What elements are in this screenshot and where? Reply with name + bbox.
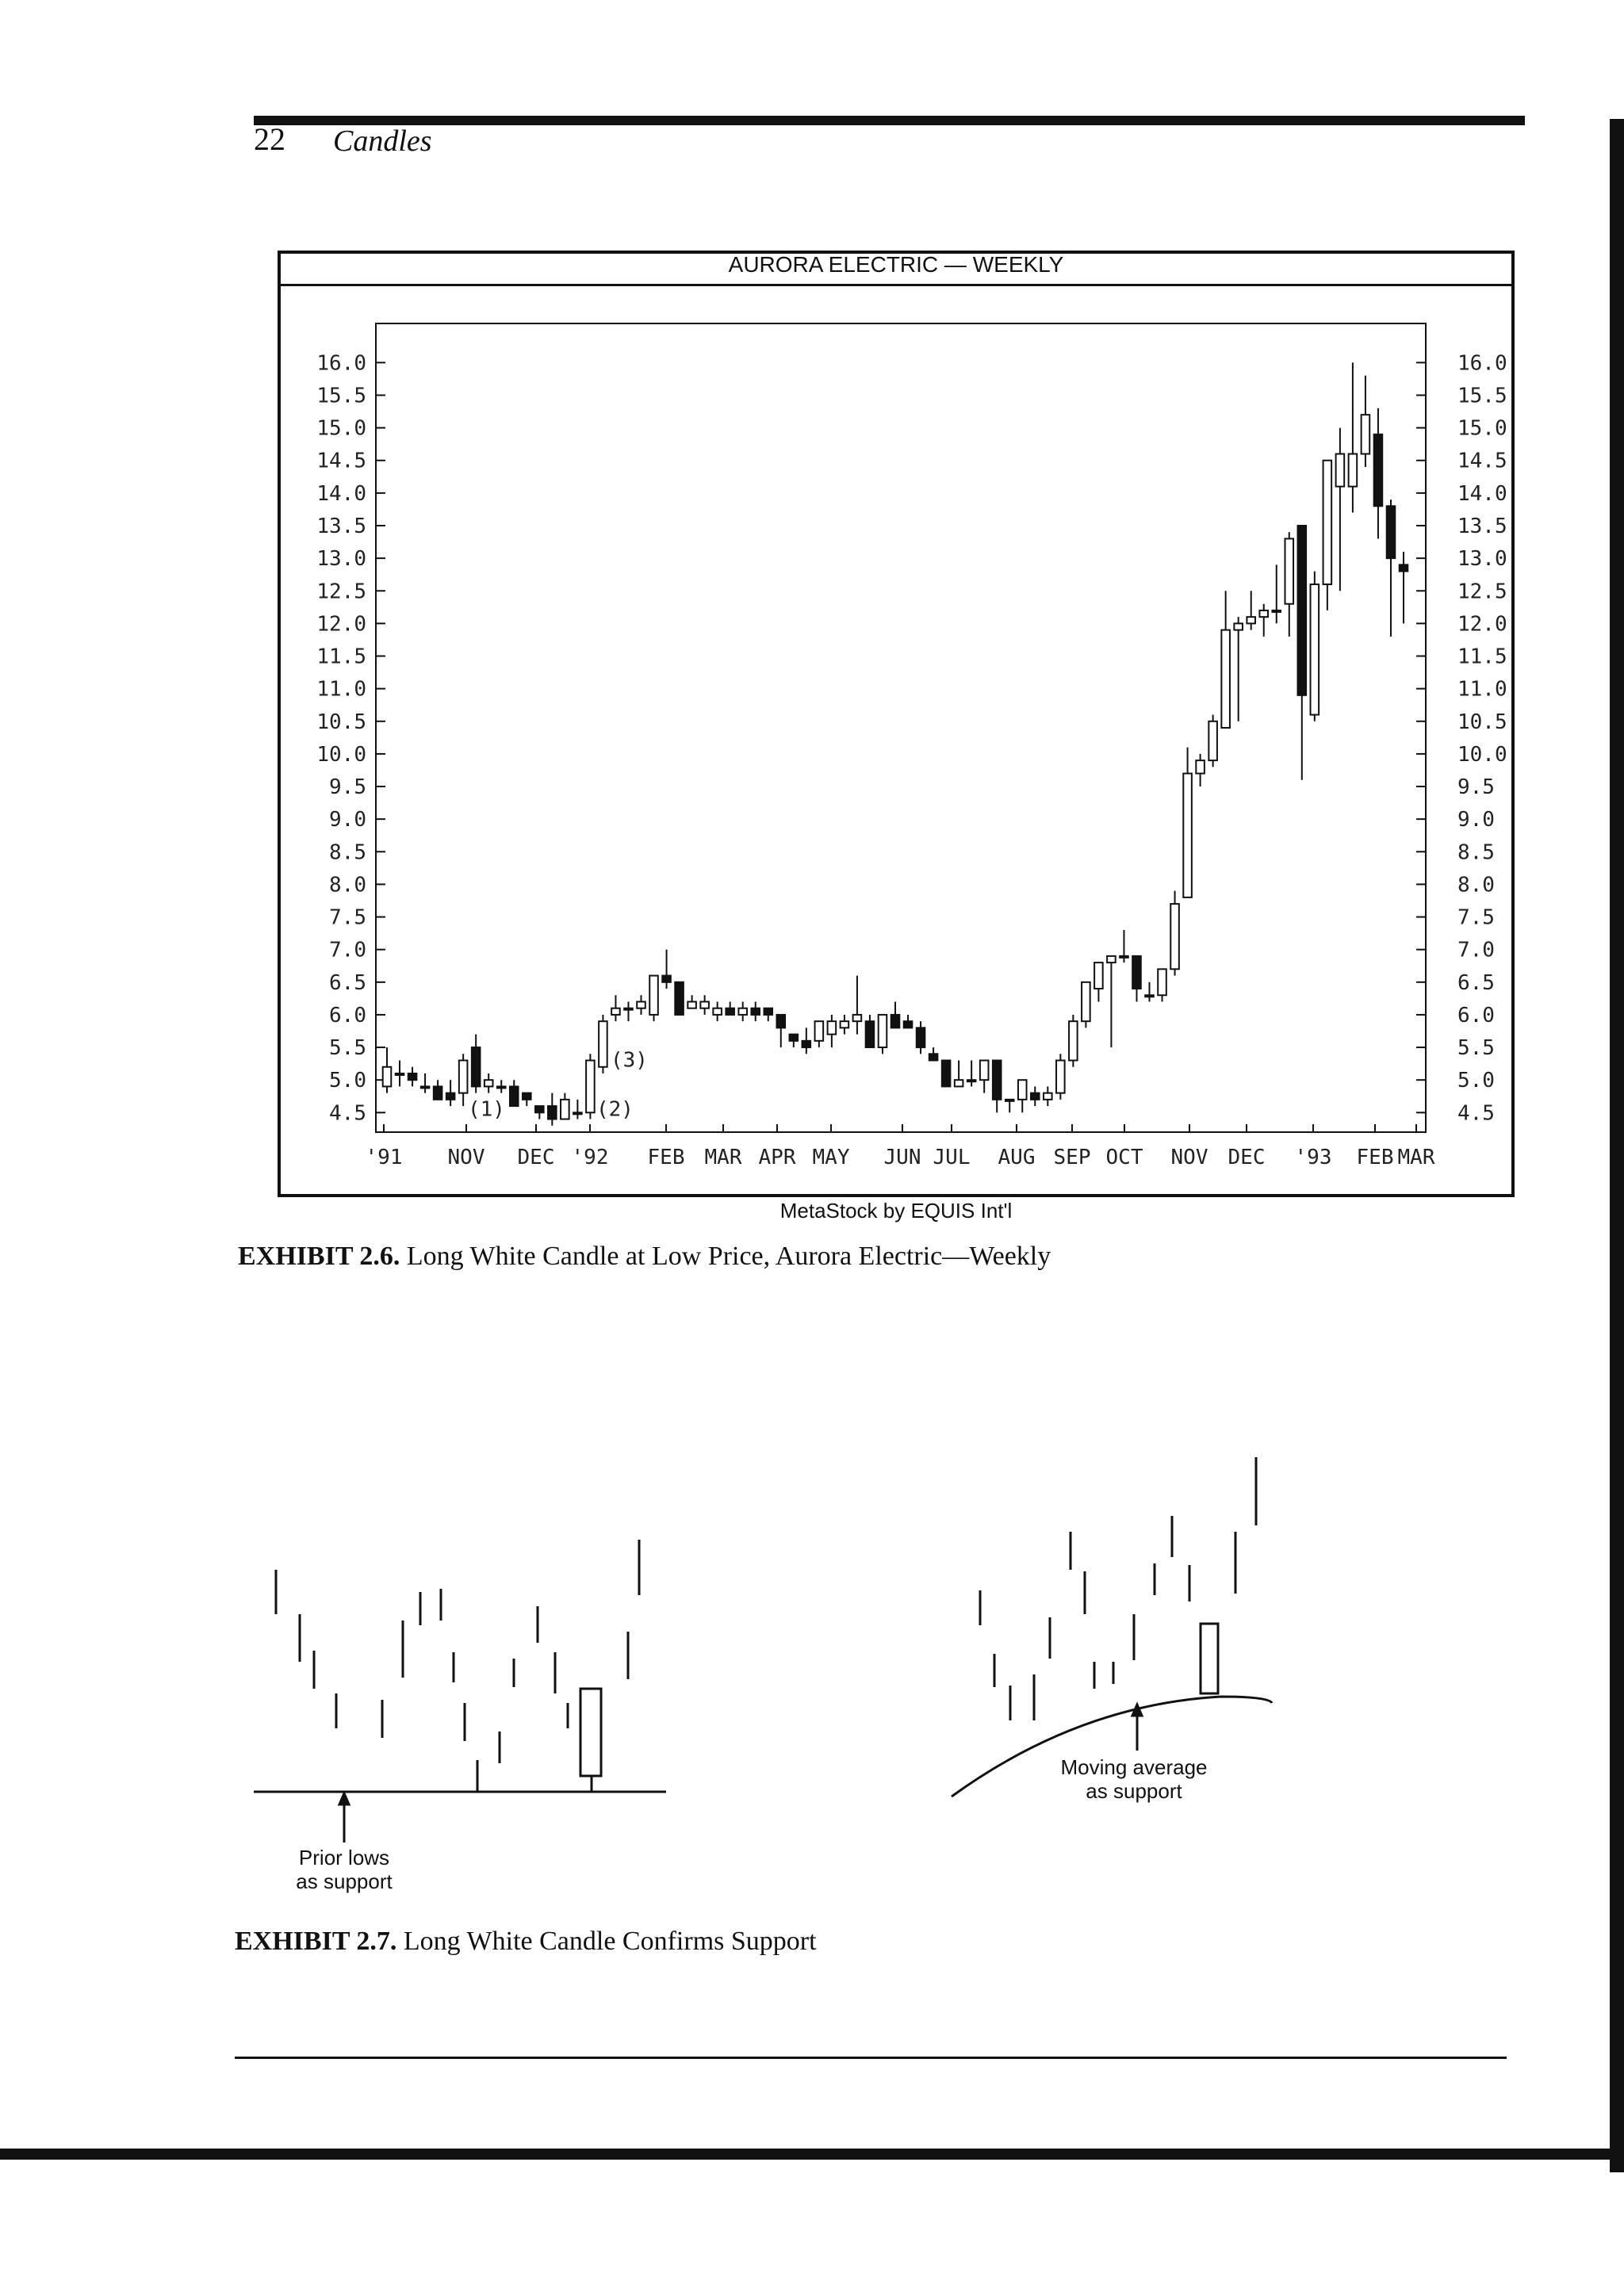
x-tick-label: AUG: [998, 1146, 1036, 1169]
prior-lows-label: Prior lows as support: [296, 1846, 393, 1893]
y-tick-label-right: 10.5: [1457, 710, 1507, 734]
x-tick-label: '92: [571, 1146, 609, 1169]
y-tick-label-left: 5.0: [329, 1069, 366, 1093]
y-tick-label-left: 8.5: [329, 840, 366, 865]
y-tick-label-right: 7.0: [1457, 938, 1495, 962]
candle-black: [866, 1021, 875, 1047]
candle-black: [993, 1061, 1002, 1100]
x-tick-label: FEB: [647, 1146, 685, 1169]
y-tick-label-right: 15.5: [1457, 384, 1507, 408]
y-tick-label-left: 11.5: [316, 645, 366, 669]
candle-white: [1005, 1100, 1014, 1101]
candle-black: [751, 1008, 760, 1015]
candle-white: [1336, 454, 1345, 487]
candle-white: [1234, 623, 1243, 629]
y-tick-label-left: 10.5: [316, 710, 366, 734]
y-tick-label-left: 12.0: [316, 612, 366, 637]
candle-white: [1145, 995, 1154, 997]
candle-black: [726, 1008, 734, 1015]
y-tick-label-right: 12.5: [1457, 580, 1507, 604]
candle-white: [1044, 1093, 1052, 1100]
candle-white: [561, 1100, 569, 1119]
candle-white: [713, 1008, 722, 1015]
candle-black: [1298, 526, 1307, 695]
candle-white: [815, 1021, 824, 1041]
candle-black: [510, 1086, 519, 1106]
y-tick-label-right: 10.0: [1457, 742, 1507, 767]
support-diagram: [0, 1427, 1624, 1903]
candle-white: [738, 1008, 747, 1015]
y-tick-label-right: 7.5: [1457, 905, 1495, 930]
candle-white: [853, 1015, 862, 1021]
y-tick-label-left: 5.5: [329, 1036, 366, 1061]
candle-white: [688, 1001, 696, 1008]
y-tick-label-left: 12.5: [316, 580, 366, 604]
chart-credit: MetaStock by EQUIS Int'l: [779, 1199, 1013, 1223]
candle-white: [700, 1001, 709, 1008]
white-candle: [580, 1689, 601, 1776]
caption-label: EXHIBIT 2.7.: [235, 1927, 397, 1956]
y-tick-label-left: 4.5: [329, 1101, 366, 1126]
y-tick-label-right: 15.0: [1457, 416, 1507, 441]
annotation-label: (1): [468, 1097, 505, 1122]
y-tick-label-right: 14.5: [1457, 449, 1507, 473]
arrow-head: [339, 1793, 349, 1804]
candle-white: [459, 1061, 468, 1093]
y-tick-label-right: 9.0: [1457, 808, 1495, 832]
x-tick-label: JUL: [933, 1146, 971, 1169]
caption-label: EXHIBIT 2.6.: [238, 1242, 400, 1271]
candle-white: [1362, 415, 1370, 453]
candle-black: [929, 1054, 938, 1060]
candle-black: [446, 1093, 455, 1100]
candle-white: [1196, 760, 1205, 773]
y-tick-label-left: 8.0: [329, 873, 366, 897]
y-tick-label-left: 15.0: [316, 416, 366, 441]
candle-black: [1387, 506, 1396, 558]
candle-black: [790, 1035, 799, 1041]
candle-white: [1259, 610, 1268, 617]
candle-white: [1069, 1021, 1078, 1060]
x-tick-label: APR: [758, 1146, 796, 1169]
candle-black: [1132, 956, 1141, 989]
x-tick-label: SEP: [1053, 1146, 1091, 1169]
candle-white: [573, 1112, 582, 1114]
candle-white: [611, 1008, 620, 1015]
caption-text: Long White Candle Confirms Support: [403, 1927, 817, 1956]
x-tick-label: '93: [1294, 1146, 1332, 1169]
y-tick-label-left: 9.0: [329, 808, 366, 832]
candle-black: [535, 1106, 544, 1112]
annotation-label: (3): [611, 1048, 648, 1073]
bottom-rule: [235, 2057, 1507, 2059]
y-tick-label-right: 4.5: [1457, 1101, 1495, 1126]
x-tick-label: MAR: [1397, 1146, 1435, 1169]
y-tick-label-left: 6.5: [329, 970, 366, 995]
candle-white: [1170, 904, 1179, 969]
x-tick-label: MAY: [812, 1146, 850, 1169]
candle-white: [1285, 538, 1293, 603]
arrow-head: [1132, 1705, 1142, 1716]
candle-white: [1247, 617, 1255, 623]
y-tick-label-right: 16.0: [1457, 351, 1507, 376]
candle-white: [383, 1067, 392, 1087]
y-tick-label-left: 10.0: [316, 742, 366, 767]
y-tick-label-left: 14.0: [316, 481, 366, 506]
page-number: 22: [254, 121, 285, 157]
y-tick-label-left: 7.5: [329, 905, 366, 930]
x-tick-label: DEC: [517, 1146, 555, 1169]
running-title: Candles: [333, 124, 432, 158]
candle-white: [485, 1080, 493, 1086]
candle-white: [421, 1086, 430, 1088]
candle-white: [1120, 956, 1128, 958]
candle-white: [841, 1021, 849, 1027]
y-tick-label-right: 12.0: [1457, 612, 1507, 637]
candle-white: [1272, 610, 1281, 612]
y-tick-label-left: 11.0: [316, 677, 366, 702]
y-tick-label-left: 6.0: [329, 1003, 366, 1027]
candle-white: [967, 1080, 976, 1081]
caption-exhibit-2-6: [238, 1242, 1051, 1272]
candle-white: [980, 1061, 989, 1081]
candle-black: [434, 1086, 442, 1099]
y-tick-label-right: 11.5: [1457, 645, 1507, 669]
scan-edge-right: [1610, 119, 1624, 2172]
candle-white: [396, 1073, 404, 1075]
y-tick-label-left: 13.5: [316, 515, 366, 538]
candle-white: [497, 1086, 506, 1088]
candle-black: [764, 1008, 772, 1015]
candle-white: [955, 1080, 963, 1086]
y-tick-label-left: 16.0: [316, 351, 366, 376]
candle-black: [891, 1015, 900, 1027]
plot-area: [316, 323, 1507, 1169]
candle-black: [904, 1021, 913, 1027]
y-tick-label-right: 5.0: [1457, 1069, 1495, 1093]
candle-black: [917, 1027, 925, 1047]
caption-text: Long White Candle at Low Price, Aurora Electric—Weekly: [406, 1242, 1051, 1271]
right-diagram: [952, 1457, 1272, 1797]
y-tick-label-right: 9.5: [1457, 775, 1495, 800]
y-tick-label-left: 7.0: [329, 938, 366, 962]
candle-white: [1094, 962, 1103, 989]
y-tick-label-right: 6.5: [1457, 970, 1495, 995]
x-tick-label: OCT: [1105, 1146, 1143, 1169]
candle-white: [1311, 584, 1320, 715]
y-tick-label-right: 13.5: [1457, 515, 1507, 538]
candle-black: [1400, 564, 1408, 571]
candle-white: [1183, 774, 1192, 897]
candle-white: [1323, 461, 1332, 584]
candle-black: [942, 1061, 951, 1087]
candle-white: [1208, 721, 1217, 760]
candle-black: [776, 1015, 785, 1027]
x-tick-label: FEB: [1356, 1146, 1394, 1169]
white-candle: [1201, 1624, 1218, 1693]
candle-white: [649, 976, 658, 1015]
candle-black: [662, 976, 671, 982]
moving-average-label: Moving average as support: [1060, 1755, 1208, 1803]
x-tick-label: MAR: [704, 1146, 742, 1169]
y-tick-label-right: 14.0: [1457, 481, 1507, 506]
chart-title: AURORA ELECTRIC — WEEKLY: [728, 252, 1064, 277]
x-tick-label: DEC: [1228, 1146, 1266, 1169]
y-tick-label-left: 13.0: [316, 547, 366, 572]
candle-black: [1374, 434, 1383, 506]
candle-white: [1056, 1061, 1065, 1093]
candle-white: [1349, 454, 1358, 487]
candle-black: [1031, 1093, 1040, 1100]
candle-white: [879, 1015, 887, 1047]
x-tick-label: NOV: [447, 1146, 485, 1169]
candle-white: [1158, 969, 1166, 995]
x-tick-label: '91: [365, 1146, 403, 1169]
candle-white: [1107, 956, 1116, 962]
y-tick-label-right: 11.0: [1457, 677, 1507, 702]
left-diagram: [254, 1540, 666, 1843]
y-tick-label-right: 8.0: [1457, 873, 1495, 897]
candle-white: [1221, 630, 1230, 728]
candle-white: [599, 1021, 607, 1067]
candle-black: [802, 1041, 811, 1047]
y-tick-label-left: 9.5: [329, 775, 366, 800]
y-tick-label-right: 13.0: [1457, 547, 1507, 572]
candle-white: [828, 1021, 837, 1034]
plot-border: [376, 323, 1426, 1132]
candle-black: [675, 982, 684, 1015]
caption-exhibit-2-7: [235, 1927, 817, 1957]
candle-black: [408, 1073, 417, 1080]
x-tick-label: JUN: [883, 1146, 921, 1169]
candle-white: [586, 1061, 595, 1113]
y-tick-label-right: 8.5: [1457, 840, 1495, 865]
candle-white: [1018, 1080, 1027, 1100]
candle-black: [472, 1047, 481, 1086]
y-tick-label-left: 15.5: [316, 384, 366, 408]
candle-white: [1082, 982, 1090, 1021]
scan-edge-bottom: [0, 2149, 1624, 2160]
candle-black: [523, 1093, 531, 1100]
y-tick-label-right: 6.0: [1457, 1003, 1495, 1027]
annotation-label: (2): [596, 1097, 634, 1122]
x-tick-label: NOV: [1170, 1146, 1208, 1169]
candle-white: [637, 1001, 645, 1008]
candle-black: [548, 1106, 557, 1119]
y-tick-label-right: 5.5: [1457, 1036, 1495, 1061]
y-tick-label-left: 14.5: [316, 449, 366, 473]
candle-white: [624, 1008, 633, 1010]
